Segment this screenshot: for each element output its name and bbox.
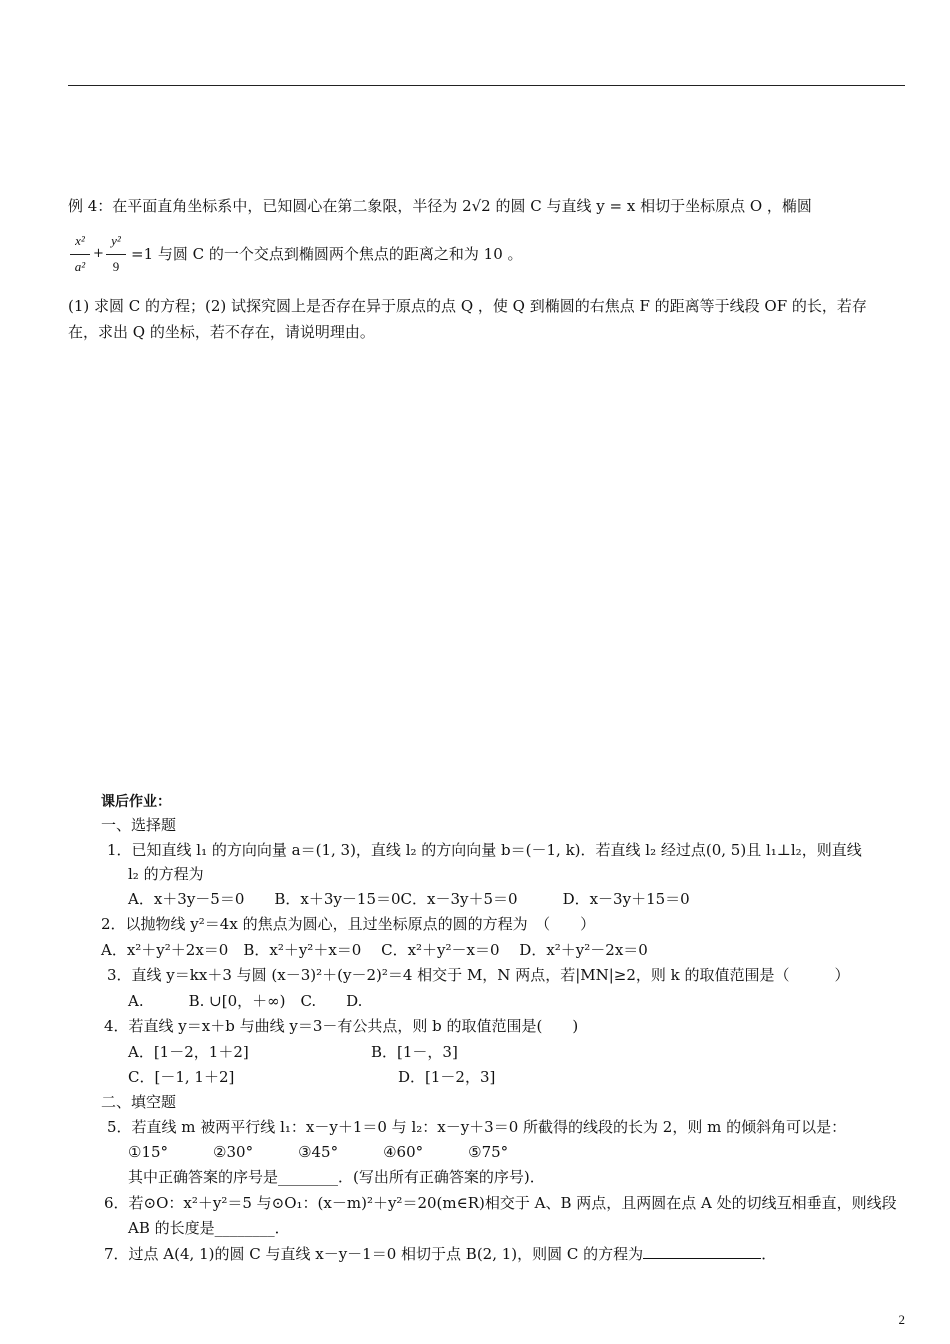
page-number: 2: [898, 1312, 905, 1327]
example4-line1: 例 4：在平面直角坐标系中，已知圆心在第二象限，半径为 2√2 的圆 C 与直线 y = x 相切于坐标原点 O ，椭圆: [68, 197, 812, 215]
homework-title: 课后作业：: [101, 794, 171, 810]
q4-option-c: C．[－1, 1＋2]: [128, 1068, 235, 1086]
q7: [104, 1244, 776, 1264]
q7-answer-blank: [643, 1244, 761, 1259]
header-rule: [68, 85, 905, 86]
q6-line2: AB 的长度是________．: [128, 1219, 290, 1237]
q1-line1: 1．已知直线 l₁ 的方向向量 a＝(1, 3)，直线 l₂ 的方向向量 b＝(－1, k)．若直线 l₂ 经过点(0, 5)且 l₁⊥l₂，则直线: [107, 841, 862, 859]
q3-options: A. B. ∪[0，＋∞) C. D.: [128, 992, 363, 1010]
q4-option-a: A．[1－2，1＋2]: [128, 1043, 249, 1061]
q5-line3: 其中正确答案的序号是________．(写出所有正确答案的序号)．: [128, 1168, 545, 1186]
plus-sign: +: [93, 246, 104, 261]
q1-line2: l₂ 的方程为: [128, 865, 204, 883]
example4-line4: 在，求出 Q 的坐标，若不存在，请说明理由。: [68, 323, 375, 341]
q1-options: A．x＋3y－5＝0 B．x＋3y－15＝0C．x－3y＋5＝0 D．x－3y＋15＝0: [128, 890, 690, 908]
q7-text: 7．过点 A(4, 1)的圆 C 与直线 x－y－1＝0 相切于点 B(2, 1)，则圆 C 的方程为: [104, 1245, 644, 1263]
example4-line3: (1) 求圆 C 的方程；(2) 试探究圆上是否存在异于原点的点 Q ，使 Q 到椭圆的右焦点 F 的距离等于线段 OF 的长，若存: [68, 297, 867, 315]
q4: 4．若直线 y＝x＋b 与曲线 y＝3－有公共点，则 b 的取值范围是( ): [104, 1017, 579, 1035]
q7-end: ．: [761, 1245, 777, 1263]
fraction2-denominator: 9: [112, 259, 120, 274]
q2-options: A．x²＋y²＋2x＝0 B．x²＋y²＋x＝0 C．x²＋y²－x＝0 D．x²＋y²－2x＝0: [101, 941, 648, 959]
fraction1-denominator: a²: [74, 259, 86, 274]
fraction1-numerator: x²: [75, 233, 85, 248]
fraction1-bar: [70, 254, 90, 255]
fraction2-bar: [106, 254, 126, 255]
section-fill: 二、填空题: [101, 1093, 177, 1111]
q6-line1: 6．若⊙O：x²＋y²＝5 与⊙O₁：(x－m)²＋y²＝20(m∈R)相交于 A、B 两点，且两圆在点 A 处的切线互相垂直，则线段: [104, 1194, 897, 1212]
q4-option-b: B．[1－，3]: [371, 1043, 458, 1061]
q2: 2．以抛物线 y²＝4x 的焦点为圆心，且过坐标原点的圆的方程为 （ ）: [101, 915, 596, 933]
q4-option-d: D．[1－2，3]: [398, 1068, 496, 1086]
q5-options: ①15° ②30° ③45° ④60° ⑤75°: [128, 1143, 509, 1161]
fraction2-numerator: y²: [111, 233, 121, 248]
example4-line2: =1 与圆 C 的一个交点到椭圆两个焦点的距离之和为 10 。: [131, 245, 523, 263]
q5: 5．若直线 m 被两平行线 l₁：x－y＋1＝0 与 l₂：x－y＋3＝0 所截得的线段的长为 2，则 m 的倾斜角可以是：: [107, 1118, 847, 1136]
section-choice: 一、选择题: [101, 816, 177, 834]
q3: 3．直线 y＝kx＋3 与圆 (x－3)²＋(y－2)²＝4 相交于 M，N 两点，若|MN|≥2，则 k 的取值范围是（ ）: [107, 966, 850, 984]
